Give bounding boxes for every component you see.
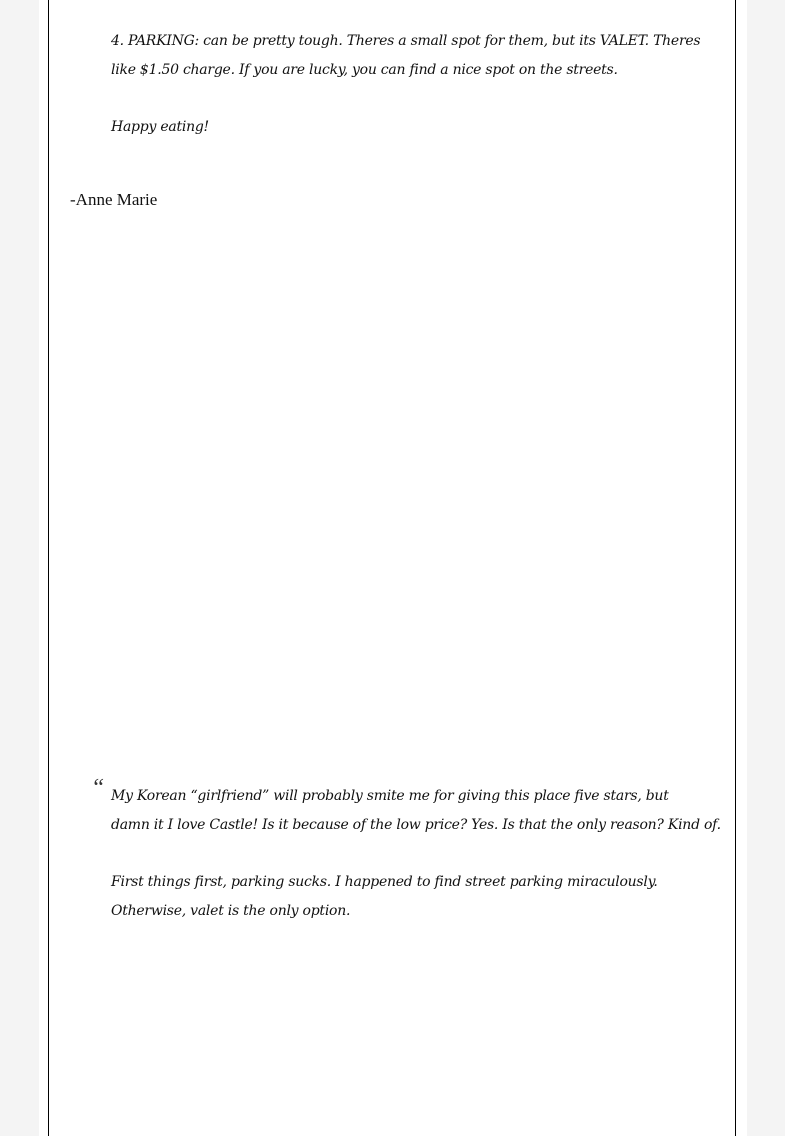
review-parking-line-1: 4. PARKING: can be pretty tough. Theres a small spot for them, but its VALET. Theres bbox=[111, 33, 701, 49]
review-parking-line-2: like $1.50 charge. If you are lucky, you can find a nice spot on the streets. bbox=[111, 62, 618, 78]
review-2-paragraph-1-line-2: damn it I love Castle! Is it because of the low price? Yes. Is that the only reason? Kind of. bbox=[111, 817, 721, 833]
review-2-paragraph-1-line-1: My Korean “girlfriend” will probably smite me for giving this place five stars, but bbox=[111, 788, 669, 804]
quote-mark-icon: “ bbox=[91, 775, 105, 801]
review-closing: Happy eating! bbox=[111, 119, 209, 135]
review-signature: -Anne Marie bbox=[70, 190, 158, 209]
review-2-paragraph-2-line-2: Otherwise, valet is the only option. bbox=[111, 903, 351, 919]
document-page bbox=[39, 0, 747, 1136]
page-border-left bbox=[48, 0, 49, 1136]
page-border-right bbox=[735, 0, 736, 1136]
review-2-paragraph-2-line-1: First things first, parking sucks. I happened to find street parking miraculously. bbox=[111, 874, 658, 890]
